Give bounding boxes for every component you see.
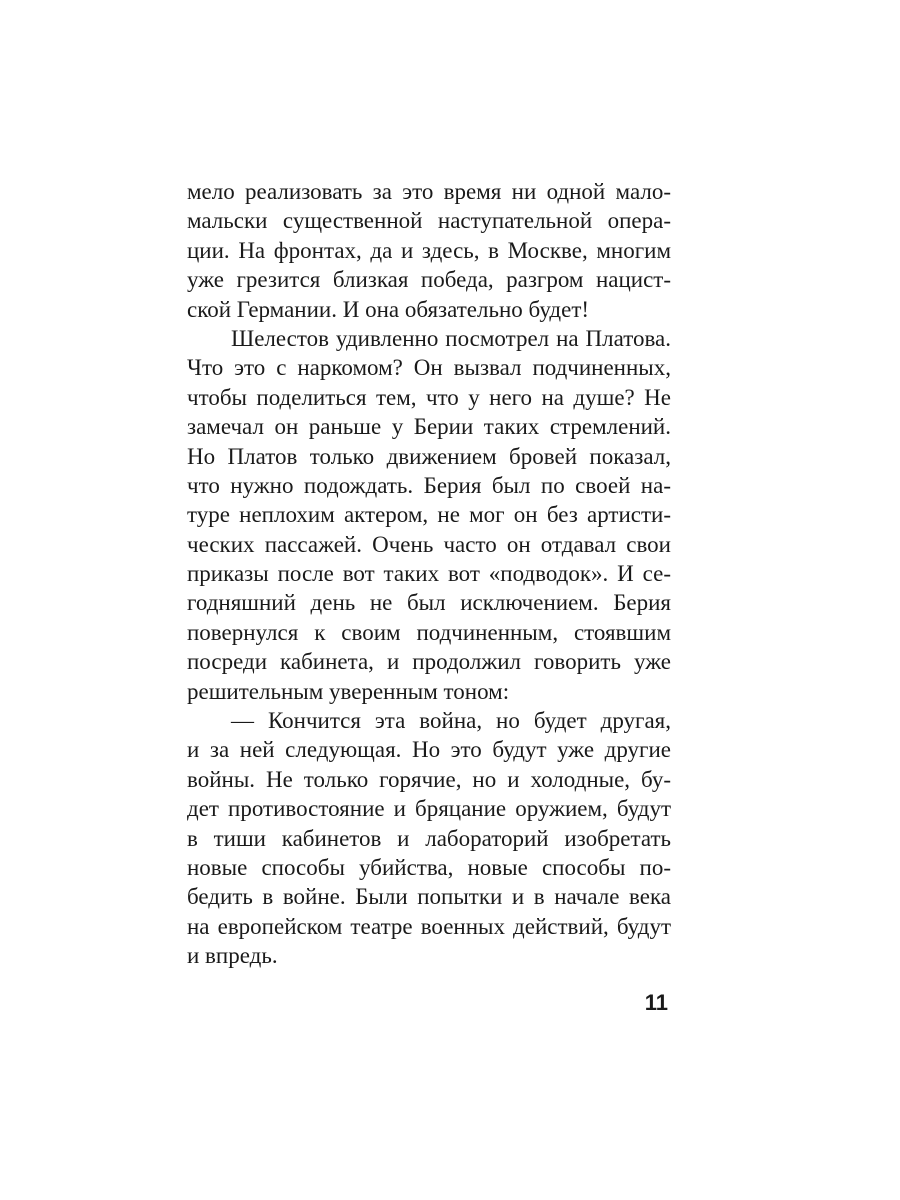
text-line: чтобы поделиться тем, что у него на душе? Не [187,384,671,410]
text-line: в тиши кабинетов и лабораторий изобретать [187,825,671,851]
text-line: — Кончится эта война, но будет другая, [231,708,671,734]
text-line: замечал он раньше у Берии таких стремлений. [187,414,671,440]
text-line: на европейском театре военных действий, будут [187,913,671,939]
text-line: новые способы убийства, новые способы по- [187,854,671,880]
text-line: войны. Не только горячие, но и холодные, бу- [187,766,671,792]
text-line: решительным уверенным тоном: [187,678,510,704]
page-number: 11 [644,990,668,1015]
text-line: и за ней следующая. Но это будут уже другие [187,737,671,763]
text-line: повернулся к своим подчиненным, стоявшим [187,619,671,645]
body-text [187,177,671,971]
text-line: приказы после вот таких вот «подводок». И се- [187,561,671,587]
text-line: годняшний день не был исключением. Берия [187,590,671,616]
text-line: Шелестов удивленно посмотрел на Платова. [231,325,671,351]
text-line: мальски существенной наступательной опера- [187,208,671,234]
text-line: мело реализовать за это время ни одной мало- [187,179,671,204]
text-line: Что это с наркомом? Он вызвал подчиненных, [187,355,671,381]
text-line: бедить в войне. Были попытки и в начале века [187,884,671,910]
text-line: и впредь. [187,943,278,969]
text-line: уже грезится близкая победа, разгром нацист- [187,267,671,293]
text-line: ской Германии. И она обязательно будет! [187,296,590,322]
text-line: ческих пассажей. Очень часто он отдавал свои [187,531,671,557]
text-line: что нужно подождать. Берия был по своей на- [187,472,671,498]
text-line: туре неплохим актером, не мог он без артисти- [187,502,671,528]
text-line: дет противостояние и бряцание оружием, будут [187,796,671,822]
text-line: ции. На фронтах, да и здесь, в Москве, многим [187,237,671,263]
text-line: посреди кабинета, и продолжил говорить уже [187,649,671,675]
text-line: Но Платов только движением бровей показал, [187,443,671,469]
